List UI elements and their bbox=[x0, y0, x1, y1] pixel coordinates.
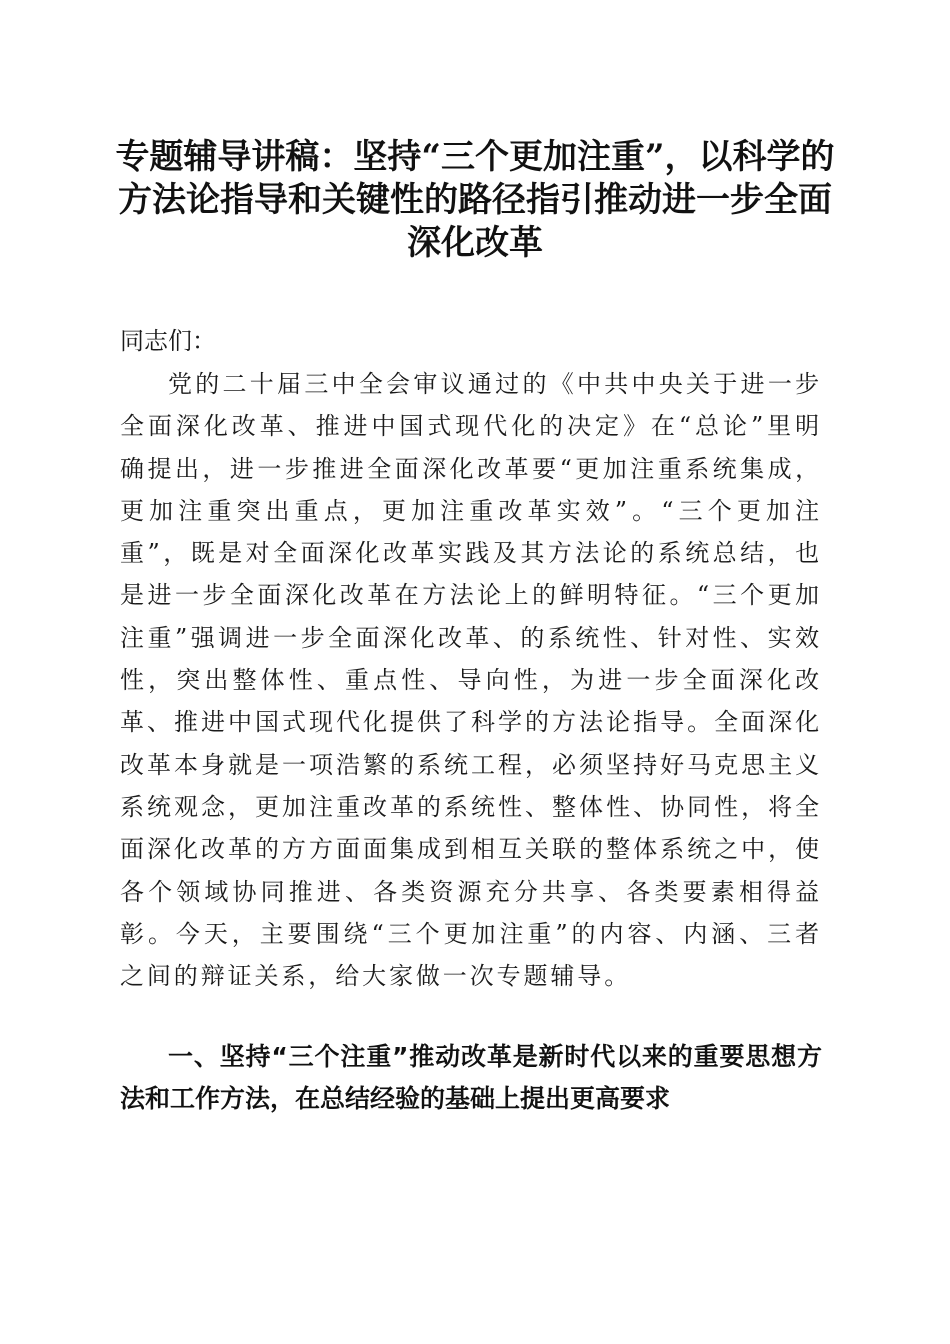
salutation: 同志们： bbox=[120, 327, 216, 355]
section-heading: 一、坚持“三个注重”推动改革是新时代以来的重要思想方法和工作方法，在总结经验的基础上提出更高要求 bbox=[120, 1042, 822, 1113]
document-title: 专题辅导讲稿：坚持“三个更加注重”，以科学的方法论指导和关键性的路径指引推动进一步全面深化改革 bbox=[115, 137, 835, 263]
body-paragraph: 党的二十届三中全会审议通过的《中共中央关于进一步全面深化改革、推进中国式现代化的决定》在“总论”里明确提出，进一步推进全面深化改革要“更加注重系统集成，更加注重突出重点，更加注重改革实效”。“三个更加注重”，既是对全面深化改革实践及其方法论的系统总结，也是进一步全面深化改革在方法论上的鲜明特征。“三个更加注重”强调进一步全面深化改革、的系统性、针对性、实效性，突出整体性、重点性、导向性，为进一步全面深化改革、推进中国式现代化提供了科学的方法论指导。全面深化改革本身就是一项浩繁的系统工程，必须坚持好马克思主义系统观念，更加注重改革的系统性、整体性、协同性，将全面深化改革的方方面面集成到相互关联的整体系统之中，使各个领域协同推进、各类资源充分共享、各类要素相得益彰。今天，主要围绕“三个更加注重”的内容、内涵、三者之间的辩证关系，给大家做一次专题辅导。 bbox=[120, 370, 822, 991]
